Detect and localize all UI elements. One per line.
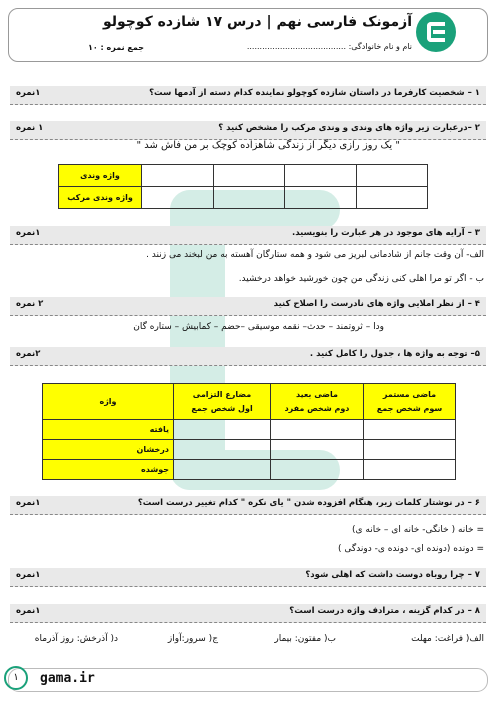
answer-cell[interactable] [174, 440, 271, 460]
row-label-vandi: واژه وندی [59, 165, 142, 187]
option-c: ج( سرور:آواز [167, 634, 218, 644]
answer-cell[interactable] [142, 165, 214, 187]
question-8-score: ۱نمره [16, 606, 41, 616]
q5-header-past-perfect: ماضی بعید دوم شخص مفرد [271, 384, 364, 420]
question-8-bar [10, 604, 486, 623]
gama-logo [416, 12, 456, 52]
answer-cell[interactable] [285, 187, 357, 209]
question-6-line-2: = دونده (دونده ای- دونده ی- دوندگی ) [338, 544, 484, 554]
question-2-table [58, 164, 428, 209]
name-field: نام و نام خانوادگی: ....................................... [246, 42, 412, 51]
question-5-score: ۲نمره [16, 349, 41, 359]
answer-cell[interactable] [356, 187, 428, 209]
answer-cell[interactable] [271, 460, 364, 480]
q5-header-word: واژه [43, 384, 174, 420]
question-6-text: ۶ – در نوشتار کلمات زیر، هنگام افزوده شدن " یای نکره " کدام تغییر درست است؟ [137, 498, 480, 508]
total-score: جمع نمره : ۱۰ [88, 43, 144, 52]
option-b: ب( مفتون: بیمار [274, 634, 336, 644]
question-2-text: ۲ –درعبارت زیر واژه های وندی و وندی مرکب را مشخص کنید ؟ [218, 123, 480, 133]
question-1-score: ۱نمره [16, 88, 41, 98]
site-name[interactable]: gama.ir [40, 671, 95, 686]
question-5-bar [10, 347, 486, 366]
question-8-text: ۸ – در کدام گزینه ، مترادف واژه درست است؟ [289, 606, 480, 616]
question-4-words: ودا – ثروتمند – حدث– نقمه موسیقی –حضم – کمابیش – ستاره گان [133, 322, 384, 332]
page-title: آزمونک فارسی نهم | درس ۱۷ شازده کوچولو [102, 14, 412, 30]
answer-cell[interactable] [364, 440, 456, 460]
question-4-text: ۴ – از نظر املایی واژه های نادرست را اصلاح کنید [273, 299, 480, 309]
q5-header-present-subjunctive: مضارع التزامی اول شخص جمع [174, 384, 271, 420]
answer-cell[interactable] [174, 420, 271, 440]
answer-cell[interactable] [174, 460, 271, 480]
answer-cell[interactable] [285, 165, 357, 187]
question-4-bar [10, 297, 486, 316]
answer-cell[interactable] [142, 187, 214, 209]
question-1-text: ۱ – شخصیت کارفرما در داستان شازده کوچولو نماینده کدام دسته از آدمها ست؟ [149, 88, 480, 98]
question-7-score: ۱نمره [16, 570, 41, 580]
answer-cell[interactable] [213, 187, 285, 209]
q5-row-label: یافته [43, 420, 174, 440]
answer-cell[interactable] [364, 420, 456, 440]
question-3-bar [10, 226, 486, 245]
question-7-bar [10, 568, 486, 587]
answer-cell[interactable] [271, 420, 364, 440]
question-6-line-1: = خانه ( خانگی- خانه ای – خانه ی) [352, 525, 484, 535]
question-3-part-b: ب - اگر تو مرا اهلی کنی زندگی من چون خورشید خواهد درخشید. [238, 274, 484, 284]
question-2-bar [10, 121, 486, 140]
row-label-vandi-morakkab: واژه وندی مرکب [59, 187, 142, 209]
question-1-bar [10, 86, 486, 105]
q5-row-label: درخشان [43, 440, 174, 460]
question-3-part-a: الف- آن وقت جانم از شادمانی لبریز می شود و همه ستارگان آهسته به من لبخند می زنند . [146, 250, 484, 260]
question-7-text: ۷ – چرا روباه دوست داشت که اهلی شود؟ [305, 570, 480, 580]
option-d: د( آذرخش: روز آذرماه [34, 634, 118, 644]
question-6-score: ۱نمره [16, 498, 41, 508]
question-2-quote: " یک روز رازی دیگر از زندگی شاهزاده کوچک بر من فاش شد " [136, 140, 400, 151]
question-6-bar [10, 496, 486, 515]
question-2-score: ۱ نمره [16, 123, 44, 133]
page-number-circle [4, 666, 28, 690]
question-5-text: ۵– توجه به واژه ها ، جدول را کامل کنید . [309, 349, 480, 359]
q5-row-label: جوشده [43, 460, 174, 480]
question-3-score: ۱نمره [16, 228, 41, 238]
question-3-text: ۳ – آرایه های موجود در هر عبارت را بنویسید. [291, 228, 480, 238]
answer-cell[interactable] [213, 165, 285, 187]
option-a: الف( فراغت: مهلت [411, 634, 484, 644]
question-5-table [42, 383, 456, 480]
page-number: ۱ [13, 672, 19, 683]
answer-cell[interactable] [364, 460, 456, 480]
question-4-score: ۲ نمره [16, 299, 44, 309]
q5-header-past-continuous: ماضی مستمر سوم شخص جمع [364, 384, 456, 420]
answer-cell[interactable] [271, 440, 364, 460]
answer-cell[interactable] [356, 165, 428, 187]
